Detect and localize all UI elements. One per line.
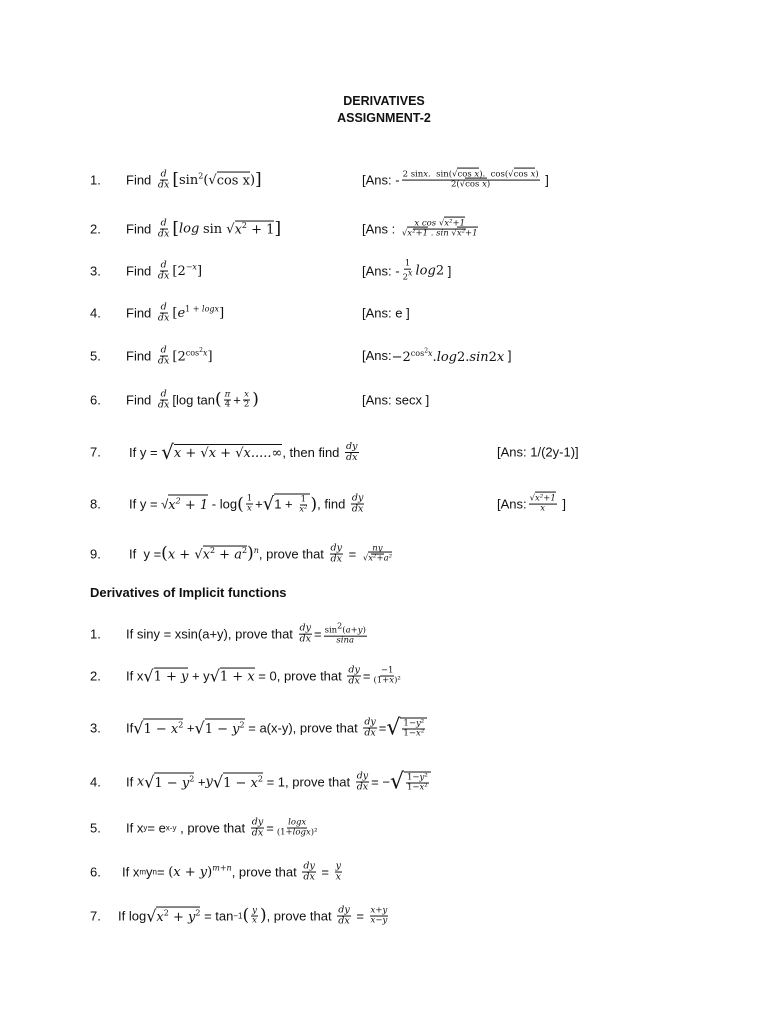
question-text: If √ $1 - x^2$ + √ $1 - y^2$ = a(x-y), prove that $\frac{dy}{dx}$ = √ $\frac{\text{1−y²}}{\text{1−x²}}$ — [126, 716, 427, 741]
question-row — [0, 656, 768, 696]
question-text: If y = $(x + √x^2 + a^2)^n$ , prove that $\frac{dy}{dx}$ = $\frac{ny}{\text{√x²+a²}}$ — [129, 542, 393, 565]
question-row — [0, 808, 768, 848]
question-number: 1. — [90, 172, 101, 188]
question-row — [0, 708, 768, 748]
question-text: If x √ $1 - y^2$ + y √ $1 - x^2$ = 1, prove that $\frac{dy}{dx}$ = − √ $\frac{\text{1−y²}}{\text{1−x²}}$ — [126, 770, 431, 795]
derivative-operator: $\frac{d}{dx}$ — [157, 168, 170, 191]
answer-text: [Ans: $-2^{cos^2x}.\log 2.\sin 2x$ ] — [362, 347, 512, 365]
question-text: Find $\frac{d}{dx}$ [ $\sin^2(√\cos$ x) ] — [126, 168, 262, 191]
question-row — [0, 380, 768, 420]
question-number: 5. — [90, 820, 101, 836]
question-row — [0, 534, 768, 574]
question-row — [0, 293, 768, 333]
answer-text: [Ans: 1/(2y-1)] — [497, 444, 579, 460]
question-number: 6. — [90, 392, 101, 408]
question-text: Find $\frac{d}{dx}$ $[e^{1 + logx}]$ — [126, 301, 225, 324]
answer-text: [Ans : $\frac{\text{x cos √x²+1}}{\text{√x²+1 . sin √x²+1}}$ — [362, 218, 478, 239]
question-row — [0, 209, 768, 249]
question-row — [0, 432, 768, 472]
question-number: 4. — [90, 774, 101, 790]
question-text: If x y = e x-y , prove that $\frac{dy}{dx}$ = $\frac{\log x}{\text{(1+logx)²}}$ — [126, 816, 318, 839]
question-number: 7. — [90, 444, 101, 460]
question-number: 5. — [90, 348, 101, 364]
question-text: Find $\frac{d}{dx}$ [log tan ( $\frac{\pi}{4}$ + $\frac{x}{2}$ ) — [126, 388, 259, 411]
question-number: 2. — [90, 221, 101, 237]
section-heading: Derivatives of Implicit functions — [90, 585, 287, 600]
answer-text: [Ans: secx ] — [362, 392, 430, 408]
question-number: 8. — [90, 496, 101, 512]
question-row — [0, 336, 768, 376]
question-row — [0, 251, 768, 291]
answer-text: [Ans: e ] — [362, 305, 410, 321]
question-row — [0, 762, 768, 802]
question-row — [0, 160, 768, 200]
answer-text: [Ans: $\frac{\text{√x²+1}}{x}$ ] — [497, 493, 567, 514]
question-number: 3. — [90, 263, 101, 279]
answer-text: [Ans: - $\frac{1}{2x}$ log 2 ] — [362, 258, 452, 283]
question-row — [0, 896, 768, 936]
question-text: If y = √ $x^2 + 1$ - log ( $\frac{1}{x}$ + √ 1 + $\frac{1}{\text{x²}}$ ) , find $\frac{dy}{dx}$ — [129, 492, 364, 515]
question-row — [0, 614, 768, 654]
question-text: If y = √ x + √x + √x.....∞ , then find $\frac{dy}{dx}$ — [129, 440, 358, 464]
question-number: 3. — [90, 720, 101, 736]
question-number: 6. — [90, 864, 101, 880]
question-number: 9. — [90, 546, 101, 562]
question-number: 2. — [90, 668, 101, 684]
question-text: If siny = xsin(a+y), prove that $\frac{dy}{dx}$ = $\frac{\sin 2(a+y)}{\sin a}$ — [126, 621, 366, 646]
question-text: If x m y n = $(x + y)^{m+n}$ , prove that $\frac{dy}{dx}$ = $\frac{y}{x}$ — [122, 860, 342, 883]
question-text: Find $\frac{d}{dx}$ $[2^{cos^2x}]$ — [126, 344, 213, 367]
question-row — [0, 484, 768, 524]
page-subtitle: ASSIGNMENT-2 — [337, 111, 431, 125]
page-title: DERIVATIVES — [343, 94, 425, 108]
question-text: Find $\frac{d}{dx}$ $[2^{-x}]$ — [126, 259, 203, 282]
question-number: 1. — [90, 626, 101, 642]
answer-text: [Ans: - $\frac{\text{2 sinx. sin(√cos x). cos(√cos x)}}{\text{2(√cos x)}}$ ] — [362, 169, 549, 190]
question-number: 7. — [90, 908, 101, 924]
question-text: If log √ $x^2 + y^2$ = tan −1 ( $\frac{y}{x}$ ) , prove that $\frac{dy}{dx}$ = $\frac{x+y}{x-y}$ — [118, 904, 388, 927]
question-text: Find $\frac{d}{dx}$ [ log $\sin √x^2 + 1$ ] — [126, 217, 282, 240]
question-row — [0, 852, 768, 892]
find-label: Find — [126, 172, 152, 188]
question-text: If x √ 1 + y + y √ 1 + x = 0 , prove that $\frac{dy}{dx}$ = $\frac{-1}{\text{(1+x)²}}$ — [126, 664, 401, 687]
question-number: 4. — [90, 305, 101, 321]
